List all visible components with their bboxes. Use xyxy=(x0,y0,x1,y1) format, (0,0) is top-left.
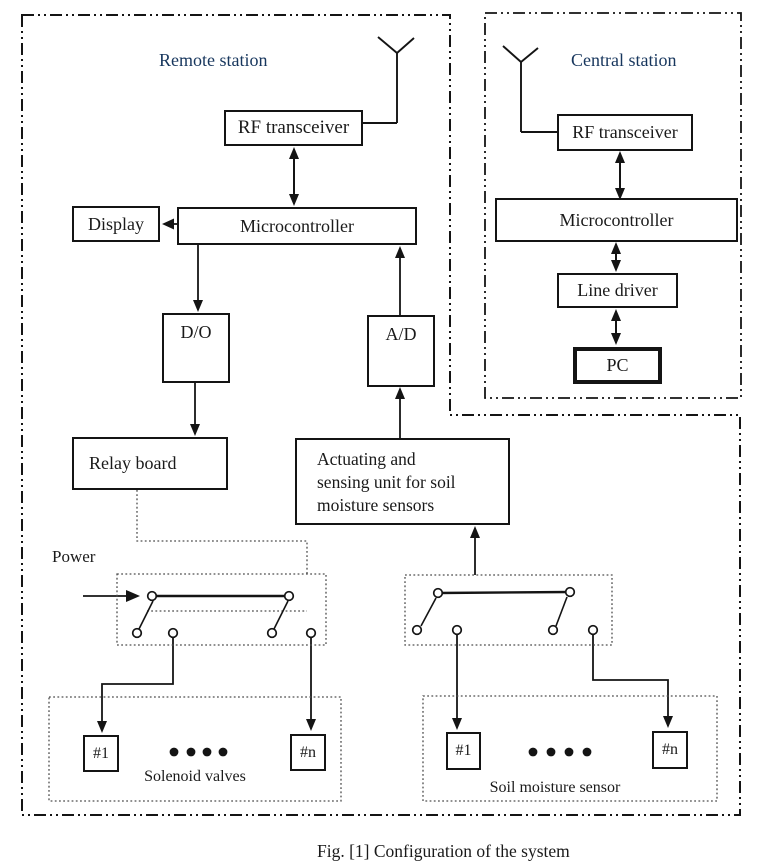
actuating-line-1: Actuating and xyxy=(317,449,416,469)
digital-output-box: D/O xyxy=(162,313,230,383)
figure-caption: Fig. [1] Configuration of the system xyxy=(317,841,570,861)
solenoid-valves-label: Solenoid valves xyxy=(144,768,246,785)
actuating-line-3: moisture sensors xyxy=(317,495,435,515)
actuating-sensing-unit-box xyxy=(295,438,510,525)
soil-sensor-1-box: #1 xyxy=(446,732,481,770)
arrow-central-rf-microcontroller xyxy=(615,151,625,200)
display-box: Display xyxy=(72,206,160,242)
remote-station-title: Remote station xyxy=(159,50,268,70)
analog-digital-box: A/D xyxy=(367,315,435,387)
arrow-central-microcontroller-linedriver xyxy=(611,242,621,272)
central-station-title: Central station xyxy=(571,50,677,70)
arrow-microcontroller-do xyxy=(193,245,203,312)
solenoid-valve-1-box: #1 xyxy=(83,735,119,772)
arrow-switch-sensor-1 xyxy=(452,634,462,730)
soil-moisture-sensor-label: Soil moisture sensor xyxy=(489,779,621,796)
arrow-actuating-ad xyxy=(395,387,405,438)
ellipsis-dots-icon xyxy=(170,748,228,757)
pc-box: PC xyxy=(573,347,662,384)
sensor-switch-contacts xyxy=(413,588,598,635)
sensor-switch-group-outline xyxy=(405,575,612,645)
antenna-icon xyxy=(363,37,414,123)
arrow-central-linedriver-pc xyxy=(611,309,621,345)
central-microcontroller-box: Microcontroller xyxy=(495,198,738,242)
relay-board-box: Relay board xyxy=(72,437,228,490)
relayboard-switch-dotted-connector xyxy=(137,490,307,574)
solenoid-valve-n-box: #n xyxy=(290,734,326,771)
antenna-icon xyxy=(503,46,557,132)
arrow-power-switch xyxy=(83,590,140,602)
relay-switch-contacts xyxy=(133,592,316,638)
soil-sensor-n-box: #n xyxy=(652,731,688,769)
remote-microcontroller-box: Microcontroller xyxy=(177,207,417,245)
remote-rf-transceiver-box: RF transceiver xyxy=(224,110,363,146)
ellipsis-dots-icon xyxy=(529,748,592,757)
arrow-remote-rf-microcontroller xyxy=(289,147,299,206)
central-rf-transceiver-box: RF transceiver xyxy=(557,114,693,151)
arrow-microcontroller-display xyxy=(162,219,177,230)
arrow-do-relayboard xyxy=(190,383,200,436)
arrow-ad-microcontroller xyxy=(395,246,405,315)
line-driver-box: Line driver xyxy=(557,273,678,308)
power-label: Power xyxy=(52,547,96,566)
actuating-line-2: sensing unit for soil xyxy=(317,472,456,492)
arrow-switch-actuating xyxy=(470,526,480,575)
arrow-switch-valve-1 xyxy=(97,638,173,733)
arrow-switch-sensor-n xyxy=(593,634,673,728)
arrow-switch-valve-n xyxy=(306,638,316,731)
